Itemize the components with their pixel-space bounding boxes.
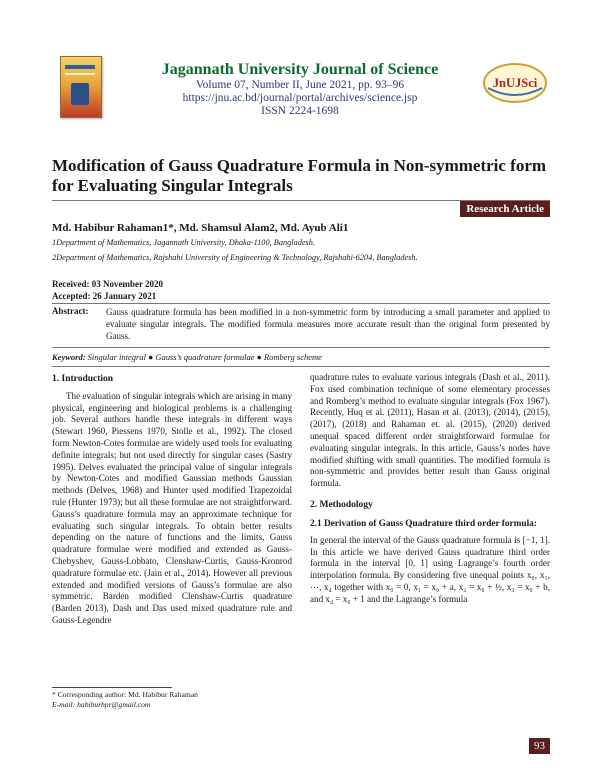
article-type-badge: Research Article <box>460 201 550 217</box>
journal-title: Jagannath University Journal of Science <box>161 61 439 78</box>
abstract-top-rule <box>52 303 550 304</box>
affiliation-2: 2Department of Mathematics, Rajshahi University of Engineering & Technology, Rajshahi-6204, Bangladesh. <box>52 253 418 262</box>
journal-url[interactable]: https://jnu.ac.bd/journal/portal/archives/science.jsp <box>182 92 418 104</box>
journal-header <box>40 44 560 132</box>
accepted-date: Accepted: 26 January 2021 <box>52 291 157 301</box>
keywords-label: Keyword: <box>52 352 86 362</box>
introduction-continued: quadrature rules to evaluate various integrals (Dash et al., 2011). Fox used combination technique of some elementary processes and Romberg’s method to evaluate singular integrals (Fox 1967). Recently, Huq et al. (2011), Hasan et al. (2013), (2014), (2015), (2017), (2018) and Rahaman et. al. (2015), (2020) derived unequal spaced different order straightforward formulae for evaluating singular integrals. In this article, Gauss’s nodes have modified shifting with small quantities. The modified formula is non-symmetric and provides better result than Gauss original formula. <box>310 372 550 489</box>
subsection-heading: 2.1 Derivation of Gauss Quadrature third order formula: <box>310 518 537 529</box>
author-email[interactable]: E-mail: habiburhpr@gmail.com <box>52 700 151 709</box>
dates <box>52 278 163 302</box>
introduction-paragraph: The evaluation of singular integrals which are arising in many physical, engineering and biological problems is a challenging job. Several authors handle these integrals in different ways (Stewart 1960, Piessens 1970, Stolle et al., 1992). The closed form Newton-Cotes formulae are widely used tools for evaluating definite integrals; but not used directly for singular cases (Sastry 1995). Delves evaluated the principal value of singular integrals by Newton-Cotes and modified Gaussian methods Gaussian methods (Delves, 1968) and Hunter used modified Trapezoidal rule (Hunter 1973); but all these formulae are not straightforward. Gauss’s quadrature formula may an approximate technique for evaluating such singular integrals. To obtain better results depending on the nature of functions and the limits, Gauss quadrature formulae were modified and extended as Gauss-Chebyshev, Gauss-Lobbato, Clenshaw-Curtis, Gauss-Kronrod quadrature formulae etc. (Jain et al., 2014). However all previous extended and modified versions of Gauss’s formulae are also symmetric. Barden modified Clenshaw-Curtis quadrature (Barden 2013), Dash and Das used mixed quadrature rule and Gauss-Legendre <box>52 390 293 625</box>
page-number: 93 <box>529 738 550 754</box>
volume-line: Volume 07, Number II, June 2021, pp. 93–96 <box>195 79 405 91</box>
affiliation-1: 1Department of Mathematics, Jagannath University, Dhaka-1100, Bangladesh. <box>52 238 316 247</box>
journal-cover-image <box>60 56 102 118</box>
abstract-label: Abstract: <box>52 306 89 316</box>
abstract-bottom-rule <box>52 347 550 348</box>
abstract-text: Gauss quadrature formula has been modified in a non-symmetric form by introducing a small parameter and applied to evaluate singular integrals. The modified formula measures more accurate result than the original form presented by Gauss. <box>106 307 550 341</box>
journal-logo <box>482 62 548 104</box>
section-heading-methodology: 2. Methodology <box>310 499 373 510</box>
left-column <box>52 372 292 627</box>
keywords-text: Singular integral ● Gauss’s quadrature formulae ● Romberg scheme <box>87 352 322 362</box>
paper-title: Modification of Gauss Quadrature Formula in Non-symmetric form for Evaluating Singular Integrals <box>52 156 547 195</box>
issn: ISSN 2224-1698 <box>261 105 339 117</box>
received-date: Received: 03 November 2020 <box>52 279 164 289</box>
corresponding-author: * Corresponding author: Md. Habibur Rahaman <box>52 690 198 699</box>
footnote <box>52 690 198 710</box>
methodology-paragraph: In general the interval of the Gauss quadrature formula is [−1, 1]. In this article we have derived Gauss quadrature third order formula in the interval [0, 1] using Lagrange’s fourth order interpolation formula. By considering five unequal points x₀, x₁, ⋯, x₄ together with x₀ = 0, x₁ = x₀ + a, x₂ = x₀ + ½, x₃ = x₀ + b, and x₄ = x₀ + 1 and the Lagrange’s formula <box>310 534 550 604</box>
footnote-rule <box>52 687 172 688</box>
journal-info <box>120 60 480 118</box>
section-heading-introduction: 1. Introduction <box>52 374 114 384</box>
keywords <box>52 352 322 362</box>
logo-text: JnUJSci <box>492 76 538 90</box>
right-column <box>310 372 550 606</box>
keywords-rule <box>52 366 550 367</box>
author-list: Md. Habibur Rahaman1*, Md. Shamsul Alam2, Md. Ayub Ali1 <box>52 222 349 234</box>
